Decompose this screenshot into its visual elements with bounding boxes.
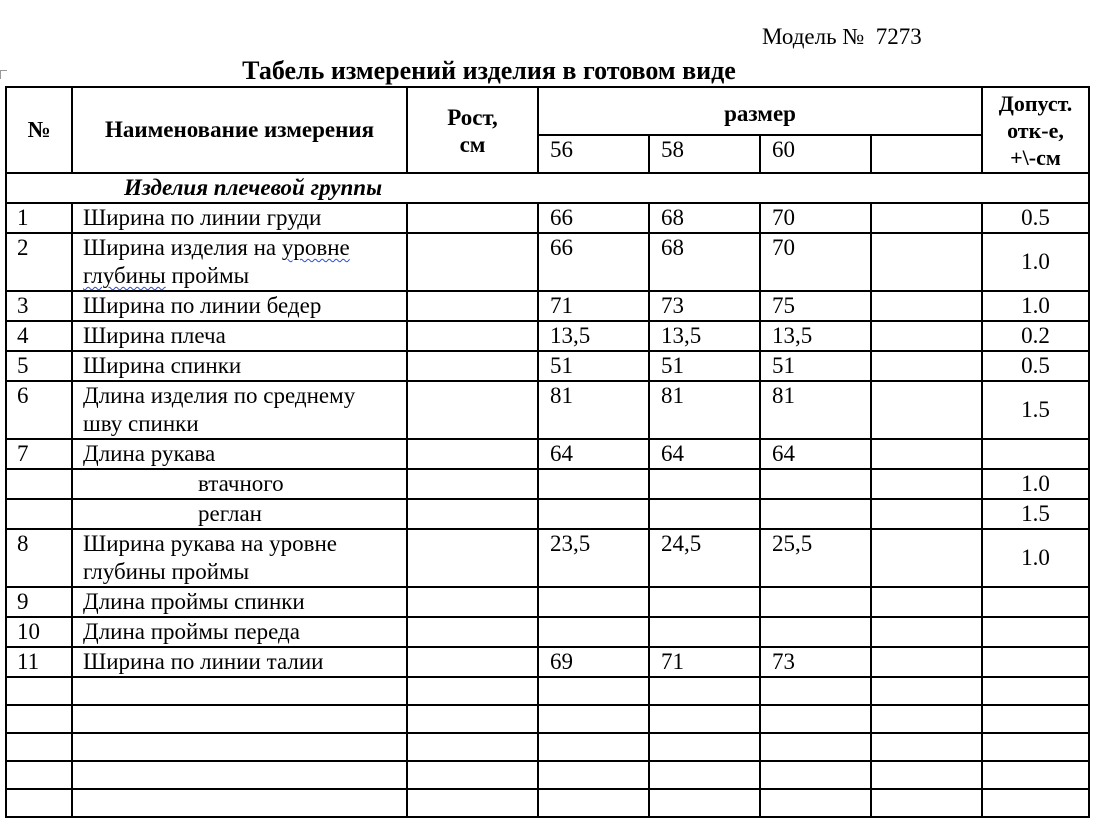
size-value: 13,5 — [649, 321, 760, 351]
size-value: 13,5 — [538, 321, 649, 351]
size-value — [871, 647, 982, 677]
table-row — [6, 587, 1089, 617]
empty-cell — [407, 761, 538, 789]
row-number: 3 — [6, 291, 72, 321]
row-number: 4 — [6, 321, 72, 351]
empty-cell — [72, 705, 407, 733]
header-size: размер — [538, 87, 982, 135]
size-value — [871, 439, 982, 469]
empty-cell — [6, 677, 72, 705]
empty-cell — [538, 705, 649, 733]
size-value — [538, 469, 649, 499]
tolerance-value: 1.5 — [982, 381, 1089, 439]
size-value: 64 — [760, 439, 871, 469]
tolerance-value: 1.0 — [982, 529, 1089, 587]
group-label: Изделия плечевой группы — [6, 173, 1089, 203]
measurements-table — [5, 86, 1090, 818]
table-row — [6, 351, 1089, 381]
size-value — [871, 529, 982, 587]
row-number — [6, 469, 72, 499]
empty-cell — [871, 705, 982, 733]
tolerance-value: 1.0 — [982, 233, 1089, 291]
empty-cell — [649, 677, 760, 705]
empty-cell — [538, 789, 649, 817]
height-cell — [407, 203, 538, 233]
measurement-name: Длина проймы переда — [72, 617, 407, 647]
size-value: 23,5 — [538, 529, 649, 587]
table-row — [6, 381, 1089, 439]
table-row — [6, 499, 1089, 529]
empty-cell — [982, 761, 1089, 789]
empty-cell — [649, 761, 760, 789]
empty-cell — [538, 733, 649, 761]
size-value: 51 — [760, 351, 871, 381]
size-value — [871, 233, 982, 291]
model-number: Модель № 7273 — [762, 24, 922, 49]
size-value: 69 — [538, 647, 649, 677]
height-cell — [407, 439, 538, 469]
size-value — [871, 499, 982, 529]
empty-cell — [538, 677, 649, 705]
measurement-name: реглан — [72, 499, 407, 529]
size-value: 25,5 — [760, 529, 871, 587]
height-cell — [407, 469, 538, 499]
size-value — [649, 617, 760, 647]
empty-cell — [6, 733, 72, 761]
size-value — [871, 587, 982, 617]
measurement-name: Ширина по линии бедер — [72, 291, 407, 321]
empty-cell — [6, 761, 72, 789]
empty-cell — [6, 789, 72, 817]
table-row — [6, 233, 1089, 291]
header-tolerance: Допуст. отк-е, +\-см — [982, 87, 1089, 173]
empty-row — [6, 733, 1089, 761]
size-value: 51 — [538, 351, 649, 381]
empty-row — [6, 677, 1089, 705]
row-number: 9 — [6, 587, 72, 617]
size-value: 81 — [649, 381, 760, 439]
row-number: 2 — [6, 233, 72, 291]
header-number: № — [6, 87, 72, 173]
empty-cell — [760, 733, 871, 761]
tolerance-value: 0.5 — [982, 351, 1089, 381]
height-cell — [407, 529, 538, 587]
size-value — [649, 499, 760, 529]
empty-cell — [982, 789, 1089, 817]
size-value — [871, 321, 982, 351]
size-value: 66 — [538, 233, 649, 291]
size-value: 75 — [760, 291, 871, 321]
empty-cell — [407, 705, 538, 733]
row-number: 6 — [6, 381, 72, 439]
tolerance-value: 0.2 — [982, 321, 1089, 351]
size-value: 81 — [538, 381, 649, 439]
size-value — [760, 469, 871, 499]
size-value: 70 — [760, 233, 871, 291]
empty-cell — [538, 761, 649, 789]
size-value — [871, 203, 982, 233]
height-cell — [407, 381, 538, 439]
size-value: 64 — [538, 439, 649, 469]
empty-cell — [760, 705, 871, 733]
size-value: 81 — [760, 381, 871, 439]
row-number: 11 — [6, 647, 72, 677]
empty-row — [6, 705, 1089, 733]
empty-cell — [982, 733, 1089, 761]
empty-cell — [72, 733, 407, 761]
size-value — [538, 587, 649, 617]
size-58: 58 — [649, 135, 760, 173]
empty-cell — [982, 677, 1089, 705]
height-cell — [407, 647, 538, 677]
size-value: 66 — [538, 203, 649, 233]
tolerance-value: 1.5 — [982, 499, 1089, 529]
height-cell — [407, 499, 538, 529]
size-value — [871, 291, 982, 321]
empty-cell — [871, 761, 982, 789]
size-value: 70 — [760, 203, 871, 233]
height-cell — [407, 587, 538, 617]
size-value — [760, 499, 871, 529]
tolerance-value — [982, 439, 1089, 469]
size-value — [871, 469, 982, 499]
measurement-name: Ширина изделия на уровне глубины проймы — [72, 233, 407, 291]
empty-row — [6, 761, 1089, 789]
measurement-name: Длина рукава — [72, 439, 407, 469]
measurement-name: Ширина спинки — [72, 351, 407, 381]
empty-cell — [871, 789, 982, 817]
header-name: Наименование измерения — [72, 87, 407, 173]
measurement-name: Ширина по линии талии — [72, 647, 407, 677]
row-number — [6, 499, 72, 529]
height-cell — [407, 321, 538, 351]
measurement-name: втачного — [72, 469, 407, 499]
empty-cell — [407, 789, 538, 817]
table-row — [6, 529, 1089, 587]
row-number: 1 — [6, 203, 72, 233]
empty-cell — [72, 761, 407, 789]
table-row — [6, 291, 1089, 321]
measurement-name: Длина изделия по среднему шву спинки — [72, 381, 407, 439]
tolerance-value: 1.0 — [982, 469, 1089, 499]
empty-cell — [760, 761, 871, 789]
table-row — [6, 647, 1089, 677]
measurement-name: Ширина по линии груди — [72, 203, 407, 233]
table-row — [6, 321, 1089, 351]
size-60: 60 — [760, 135, 871, 173]
size-value — [538, 617, 649, 647]
table-row — [6, 439, 1089, 469]
empty-cell — [760, 789, 871, 817]
tolerance-value: 0.5 — [982, 203, 1089, 233]
size-value — [871, 617, 982, 647]
size-value — [760, 617, 871, 647]
table-row — [6, 469, 1089, 499]
tolerance-value: 1.0 — [982, 291, 1089, 321]
empty-cell — [760, 677, 871, 705]
empty-cell — [407, 733, 538, 761]
empty-cell — [871, 677, 982, 705]
size-value: 51 — [649, 351, 760, 381]
empty-cell — [72, 677, 407, 705]
empty-cell — [871, 733, 982, 761]
empty-cell — [6, 705, 72, 733]
size-value — [871, 381, 982, 439]
size-56: 56 — [538, 135, 649, 173]
size-value — [871, 351, 982, 381]
size-value: 68 — [649, 233, 760, 291]
size-value — [649, 587, 760, 617]
empty-cell — [407, 677, 538, 705]
tolerance-value — [982, 617, 1089, 647]
size-value — [538, 499, 649, 529]
empty-cell — [982, 705, 1089, 733]
size-value: 73 — [760, 647, 871, 677]
height-cell — [407, 617, 538, 647]
measurement-name: Ширина рукава на уровне глубины проймы — [72, 529, 407, 587]
size-value: 71 — [538, 291, 649, 321]
height-cell — [407, 351, 538, 381]
size-value: 71 — [649, 647, 760, 677]
row-number: 5 — [6, 351, 72, 381]
table-row — [6, 617, 1089, 647]
size-value: 68 — [649, 203, 760, 233]
row-number: 7 — [6, 439, 72, 469]
size-value — [649, 469, 760, 499]
empty-cell — [72, 789, 407, 817]
empty-cell — [649, 705, 760, 733]
table-row — [6, 203, 1089, 233]
size-value — [760, 587, 871, 617]
empty-row — [6, 789, 1089, 817]
header-height: Рост, см — [407, 87, 538, 173]
measurement-name: Ширина плеча — [72, 321, 407, 351]
document-title: Табель измерений изделия в готовом виде — [242, 56, 736, 85]
tolerance-value — [982, 647, 1089, 677]
size-value: 24,5 — [649, 529, 760, 587]
row-number: 8 — [6, 529, 72, 587]
height-cell — [407, 233, 538, 291]
height-cell — [407, 291, 538, 321]
empty-cell — [649, 789, 760, 817]
tolerance-value — [982, 587, 1089, 617]
empty-cell — [649, 733, 760, 761]
row-number: 10 — [6, 617, 72, 647]
size-extra — [871, 135, 982, 173]
size-value: 73 — [649, 291, 760, 321]
size-value: 64 — [649, 439, 760, 469]
measurement-name: Длина проймы спинки — [72, 587, 407, 617]
size-value: 13,5 — [760, 321, 871, 351]
